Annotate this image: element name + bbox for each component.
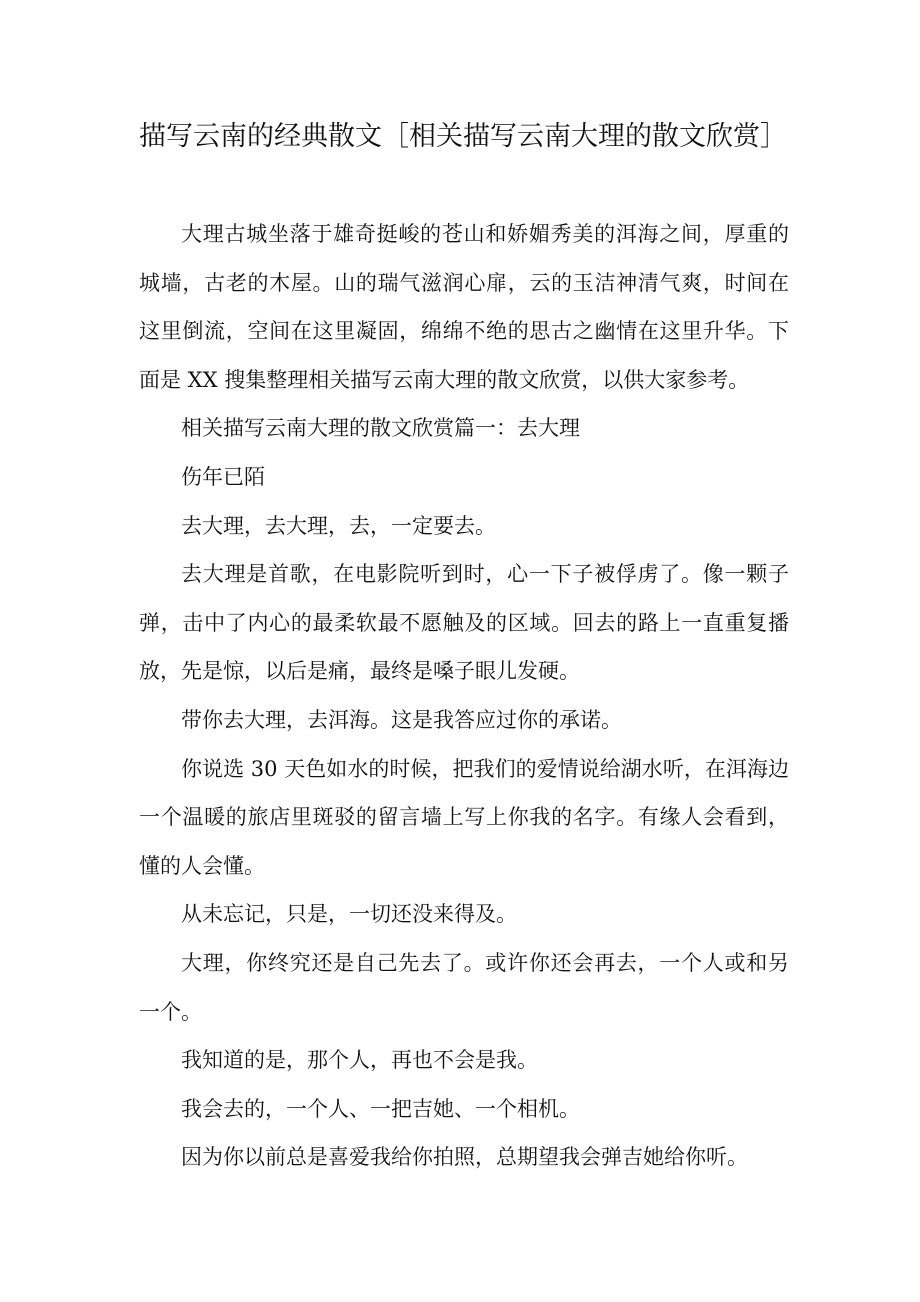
paragraph: 我会去的，一个人、一把吉她、一个相机。 xyxy=(181,1096,580,1121)
paragraph: 你说选 30 天色如水的时候，把我们的爱情说给湖水听，在洱海边一个温暖的旅店里斑驳的留言墙上写上你我的名字。有缘人会看到，懂的人会懂。 xyxy=(139,756,789,878)
paragraph: 大理，你终究还是自己先去了。或许你还会再去，一个人或和另一个。 xyxy=(139,950,789,1024)
document-body xyxy=(139,210,789,1182)
paragraph: 带你去大理，去洱海。这是我答应过你的承诺。 xyxy=(181,707,622,732)
paragraph-author: 伤年已陌 xyxy=(181,464,265,489)
paragraph-intro: 大理古城坐落于雄奇挺峻的苍山和娇媚秀美的洱海之间，厚重的城墙，古老的木屋。山的瑞气滋润心扉，云的玉洁神清气爽，时间在这里倒流，空间在这里凝固，绵绵不绝的思古之幽情在这里升华。下面是 XX 搜集整理相关描写云南大理的散文欣赏，以供大家参考。 xyxy=(139,222,789,392)
paragraph: 去大理是首歌，在电影院听到时，心一下子被俘虏了。像一颗子弹，击中了内心的最柔软最不愿触及的区域。回去的路上一直重复播放，先是惊，以后是痛，最终是嗓子眼儿发硬。 xyxy=(139,562,789,684)
paragraph: 因为你以前总是喜爱我给你拍照，总期望我会弹吉她给你听。 xyxy=(181,1145,748,1170)
document-title: 描写云南的经典散文［相关描写云南大理的散文欣赏］ xyxy=(139,121,787,152)
paragraph-section-heading: 相关描写云南大理的散文欣赏篇一：去大理 xyxy=(181,416,580,441)
paragraph: 我知道的是，那个人，再也不会是我。 xyxy=(181,1048,538,1073)
paragraph: 去大理，去大理，去，一定要去。 xyxy=(181,513,496,538)
paragraph: 从未忘记，只是，一切还没来得及。 xyxy=(181,902,517,927)
